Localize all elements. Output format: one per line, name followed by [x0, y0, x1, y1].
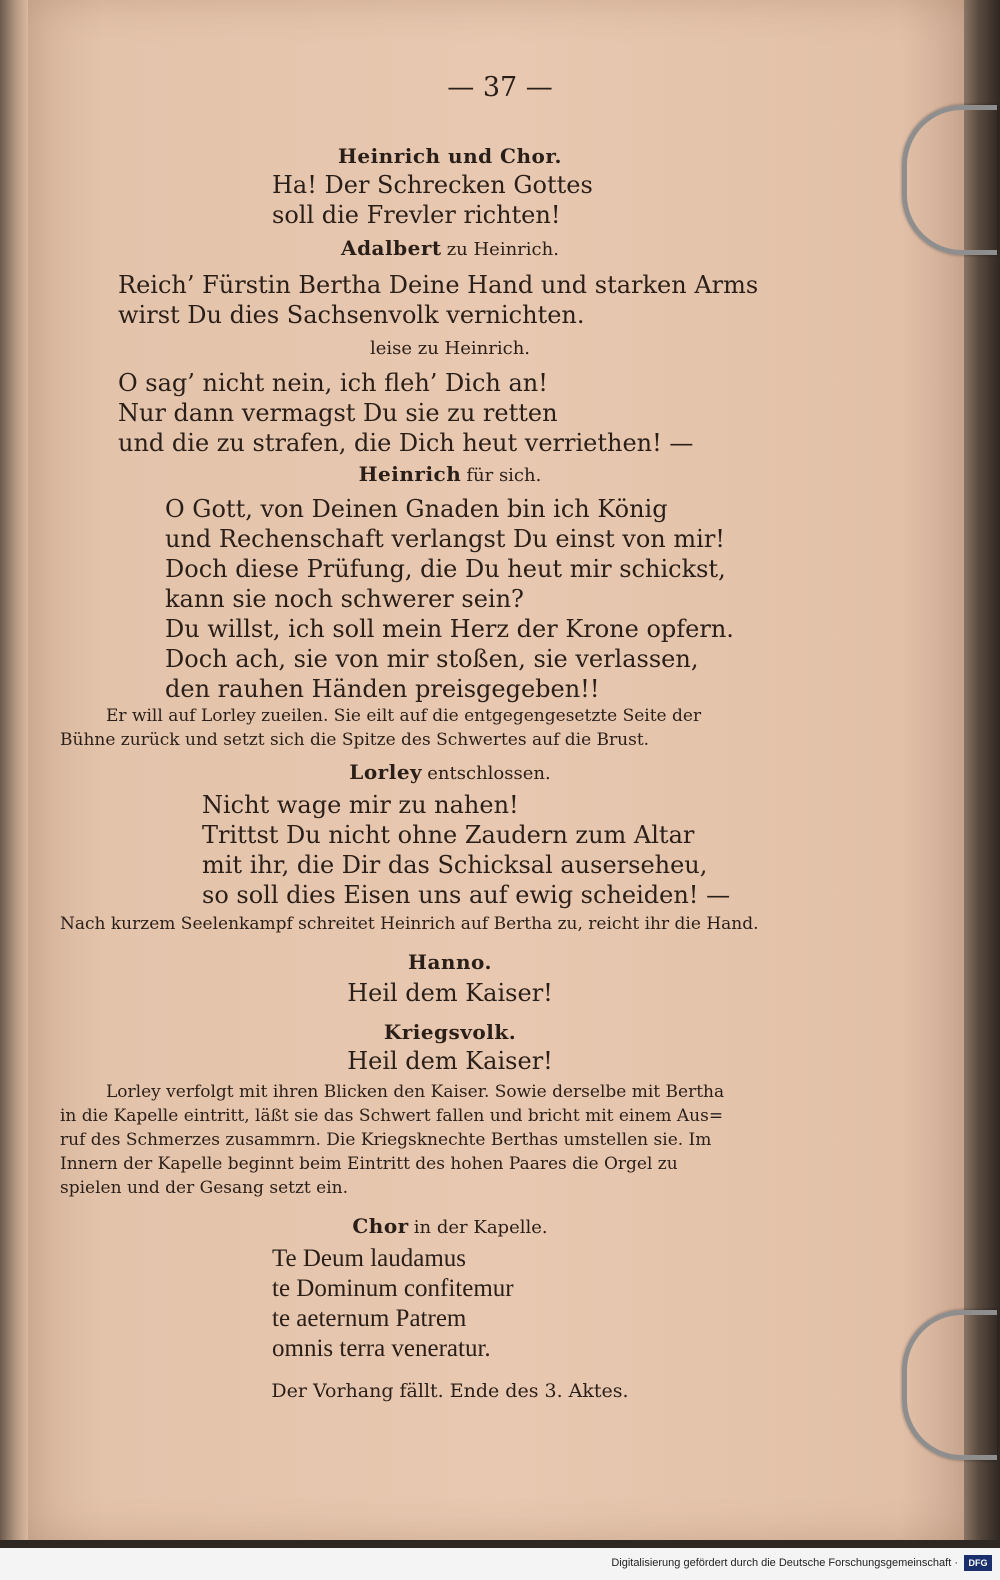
speaker-heading — [0, 1214, 900, 1238]
stage-direction: für sich. — [466, 465, 542, 486]
verse-line: O Gott, von Deinen Gnaden bin ich König — [165, 495, 668, 523]
verse-line: mit ihr, die Dir das Schicksal auserseheu, — [202, 851, 708, 879]
speaker-heading — [0, 462, 900, 486]
speaker-name: Chor — [352, 1214, 409, 1238]
page-number: — 37 — — [447, 72, 553, 103]
verse-line: Doch ach, sie von mir stoßen, sie verlassen, — [165, 645, 699, 673]
note-line: Lorley verfolgt mit ihren Blicken den Kaiser. Sowie derselbe mit Bertha — [106, 1082, 725, 1102]
note-line: Der Vorhang fällt. Ende des 3. Aktes. — [271, 1380, 629, 1402]
verse-line: Te Deum laudamus — [272, 1245, 467, 1272]
speaker-name: Heinrich und Chor. — [337, 144, 563, 168]
dfg-logo-icon[interactable]: DFG — [964, 1555, 992, 1571]
note-line: Bühne zurück und setzt sich die Spitze des Schwertes auf die Brust. — [60, 730, 650, 750]
verse-block — [0, 978, 900, 1008]
verse-block — [118, 270, 758, 330]
stage-direction-block — [60, 704, 701, 752]
act-end-line — [0, 1380, 900, 1402]
verse-line: und Rechenschaft verlangst Du einst von mir! — [165, 525, 725, 553]
speaker-name: Lorley — [349, 760, 423, 784]
verse-line: wirst Du dies Sachsenvolk vernichten. — [118, 301, 585, 329]
paper-clip-icon — [902, 1310, 997, 1460]
paper-clip-icon — [902, 105, 997, 255]
verse-line: O sag’ nicht nein, ich fleh’ Dich an! — [118, 369, 548, 397]
verse-line: te aeternum Patrem — [272, 1305, 467, 1332]
verse-line: so soll dies Eisen uns auf ewig scheiden! — — [202, 881, 731, 909]
speaker-heading — [0, 950, 900, 974]
speaker-name: Adalbert — [341, 236, 442, 260]
verse-block — [165, 494, 734, 704]
latin-verse-block — [272, 1244, 514, 1364]
verse-line: kann sie noch schwerer sein? — [165, 585, 524, 613]
verse-line: soll die Frevler richten! — [272, 201, 561, 229]
verse-line: omnis terra veneratur. — [272, 1335, 491, 1362]
stage-direction: zu Heinrich. — [446, 239, 559, 260]
verse-line: und die zu strafen, die Dich heut verriethen! — — [118, 429, 694, 457]
verse-line: den rauhen Händen preisgegeben!! — [165, 675, 600, 703]
verse-line: Heil dem Kaiser! — [347, 979, 553, 1007]
speaker-heading — [0, 1020, 900, 1044]
speaker-name: Hanno. — [408, 950, 492, 974]
note-line: Nach kurzem Seelenkampf schreitet Heinrich auf Bertha zu, reicht ihr die Hand. — [60, 914, 759, 934]
stage-direction: entschlossen. — [427, 763, 551, 784]
footer-bar — [0, 1548, 1000, 1580]
note-line: Innern der Kapelle beginnt beim Eintritt des hohen Paares die Orgel zu — [60, 1154, 678, 1174]
verse-line: Reich’ Fürstin Bertha Deine Hand und starken Arms — [118, 271, 759, 299]
note-line: Er will auf Lorley zueilen. Sie eilt auf die entgegengesetzte Seite der — [106, 706, 702, 726]
verse-block — [0, 1046, 900, 1076]
stage-direction-block — [60, 912, 759, 936]
verse-block — [272, 170, 593, 230]
note-line: in die Kapelle eintritt, läßt sie das Schwert fallen und bricht mit einem Aus= — [60, 1106, 724, 1126]
verse-line: Du willst, ich soll mein Herz der Krone opfern. — [165, 615, 734, 643]
stage-direction-block — [60, 1080, 724, 1200]
speaker-name: Kriegsvolk. — [383, 1020, 517, 1044]
speaker-name: Heinrich — [358, 462, 462, 486]
verse-line: te Dominum confitemur — [272, 1275, 514, 1302]
stage-direction: leise zu Heinrich. — [369, 338, 531, 359]
note-line: ruf des Schmerzes zusammrn. Die Kriegsknechte Berthas umstellen sie. Im — [60, 1130, 712, 1150]
speaker-heading — [0, 144, 900, 168]
verse-block — [118, 368, 693, 458]
verse-line: Nicht wage mir zu nahen! — [202, 791, 519, 819]
verse-line: Doch diese Prüfung, die Du heut mir schickst, — [165, 555, 726, 583]
footer-credit: Digitalisierung gefördert durch die Deutsche Forschungsgemeinschaft · — [611, 1557, 958, 1569]
speaker-heading — [0, 760, 900, 784]
verse-line: Ha! Der Schrecken Gottes — [272, 171, 593, 199]
speaker-heading — [0, 236, 900, 260]
verse-line: Trittst Du nicht ohne Zaudern zum Altar — [202, 821, 695, 849]
verse-line: Nur dann vermagst Du sie zu retten — [118, 399, 558, 427]
note-line: spielen und der Gesang setzt ein. — [60, 1178, 349, 1198]
stage-direction: in der Kapelle. — [413, 1217, 548, 1238]
verse-block — [202, 790, 730, 910]
verse-line: Heil dem Kaiser! — [347, 1047, 553, 1075]
